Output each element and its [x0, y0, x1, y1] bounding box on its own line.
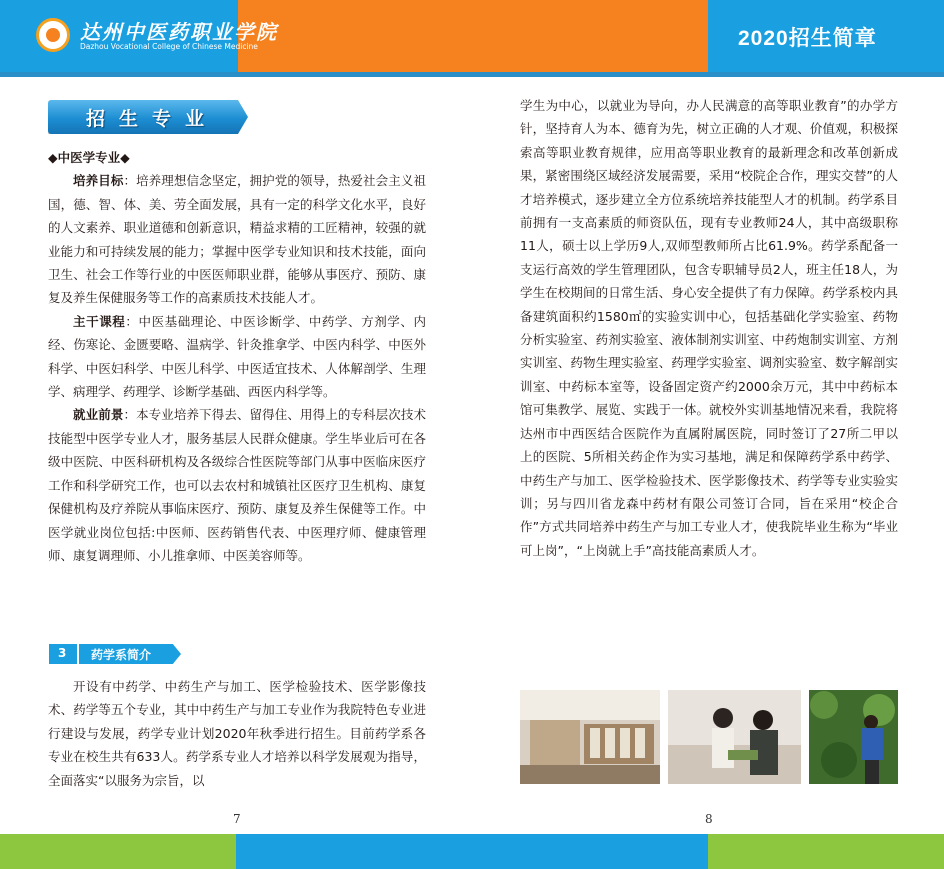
courses-text: ：中医基础理论、中医诊断学、中药学、方剂学、内经、伤寒论、金匮要略、温病学、针灸推拿学、中医内科学、中医外科学、中医妇科学、中医儿科学、中医适宜技术、人体解剖学、生理学、病理学、药理学、诊断学基础、西医内科学等。	[48, 313, 426, 400]
major-heading: ◆中医学专业◆	[48, 150, 130, 165]
courses-label: 主干课程	[73, 313, 126, 329]
school-name-en: Dazhou Vocational College of Chinese Medicine	[80, 42, 258, 51]
header-strip	[0, 72, 944, 77]
page-number-left: 7	[233, 812, 241, 826]
footer-blue-band-right	[472, 834, 708, 869]
students-photo	[668, 690, 801, 784]
tag-number: 3	[58, 646, 67, 660]
footer-green-band-left	[0, 834, 236, 869]
lab-photo	[520, 690, 660, 784]
header-orange-band-right	[472, 0, 728, 72]
page-footer	[0, 834, 944, 869]
section-banner-title: 招生专业	[86, 108, 219, 130]
intro-text: 开设有中药学、中药生产与加工、医学检验技术、医学影像技术、药学等五个专业，其中中药生产与加工专业作为我院特色专业进行建设与发展，药学专业计划2020年秋季进行招生。目前药学系各专业在校生共有633人。药学系专业人才培养以科学发展观为指导，全面落实“以服务为宗旨，以	[48, 679, 426, 788]
page-number-right: 8	[705, 812, 713, 826]
right-text: 学生为中心，以就业为导向，办人民满意的高等职业教育”的办学方针，坚持育人为本、德育为先，树立正确的人才观、价值观，积极探索高等职业教育规律，应用高等职业教育的最新理念和改革创新成果，紧密围绕区域经济发展需要，采用“校院企合作，理实交替”的人才培养模式，逐步建立全方位系统培养技能型人才的机制。药学系目前拥有一支高素质的师资队伍，现有专业教师24人，其中高级职称11人，硕士以上学历9人,双师型教师所占比61.9%。药学系配备一支运行高效的学生管理团队，包含专职辅导员2人，班主任18人，为学生在校期间的日常生活、身心安全提供了有力保障。药学系校内具备建筑面积约1580㎡的实验实训中心，包括基础化学实验室、药物分析实验室、药剂实验室、液体制剂实训室、中药炮制实训室、方剂实训室、药物生理实验室、药理学实验室、调剂实验室、数字解剖实训室、中药标本室等，设备固定资产约2000余万元，其中中药标本馆可集教学、展览、实践于一体。就校外实训基地情况来看，我院将达州市中西医结合医院作为直属附属医院，同时签订了27所二甲以上的医院、5所相关药企作为实习基地，满足和保障药学系中药学、中药生产与加工、医学检验技术、医学影像技术、药学等专业实验实训；另与四川省龙森中药材有限公司签订合同，旨在采用“校企合作”方式共同培养中药生产与加工专业人才，使我院毕业生称为“毕业可上岗”，“上岗就上手”高技能高素质人才。	[520, 98, 898, 558]
goal-paragraph	[48, 169, 426, 309]
goal-label: 培养目标	[73, 173, 124, 189]
page-header	[0, 0, 944, 72]
brochure-title: 2020招生简章	[738, 27, 877, 50]
left-column	[48, 146, 426, 567]
department-intro	[48, 675, 426, 792]
section-banner	[48, 100, 248, 134]
goal-text: ：培养理想信念坚定，拥护党的领导，热爱社会主义祖国，德、智、体、美、劳全面发展，具有一定的科学文化水平，良好的人文素养、职业道德和创新意识，精益求精的工匠精神，较强的就业能力和可持续发展的能力；掌握中医学专业知识和技术技能，面向卫生、社会工作等行业的中医医师职业群，能够从事医疗、预防、康复及养生保健服务等工作的高素质技术技能人才。	[48, 173, 426, 306]
prospects-text: ：本专业培养下得去、留得住、用得上的专科层次技术技能型中医学专业人才，服务基层人民群众健康。学生毕业后可在各级中医院、中医科研机构及各级综合性医院等部门从事中医临床医疗工作和科学研究工作，也可以去农村和城镇社区医疗卫生机构、康复保健机构及疗养院从事临床医疗、预防、康复及养生保健等工作。中医学就业岗位包括:中医师、医药销售代表、中医理疗师、健康管理师、康复调理师、小儿推拿师、中医美容师等。	[48, 407, 426, 563]
footer-blue-band-left	[236, 834, 472, 869]
footer-green-band-right	[708, 834, 944, 869]
right-column	[520, 94, 898, 562]
school-logo-icon	[36, 18, 70, 52]
courses-paragraph	[48, 310, 426, 404]
school-name-cn: 达州中医药职业学院	[80, 20, 278, 44]
tag-label: 药学系简介	[91, 648, 152, 662]
prospects-label: 就业前景	[73, 407, 124, 423]
herb-field-photo	[809, 690, 898, 784]
prospects-paragraph	[48, 403, 426, 567]
department-tag	[49, 644, 181, 664]
